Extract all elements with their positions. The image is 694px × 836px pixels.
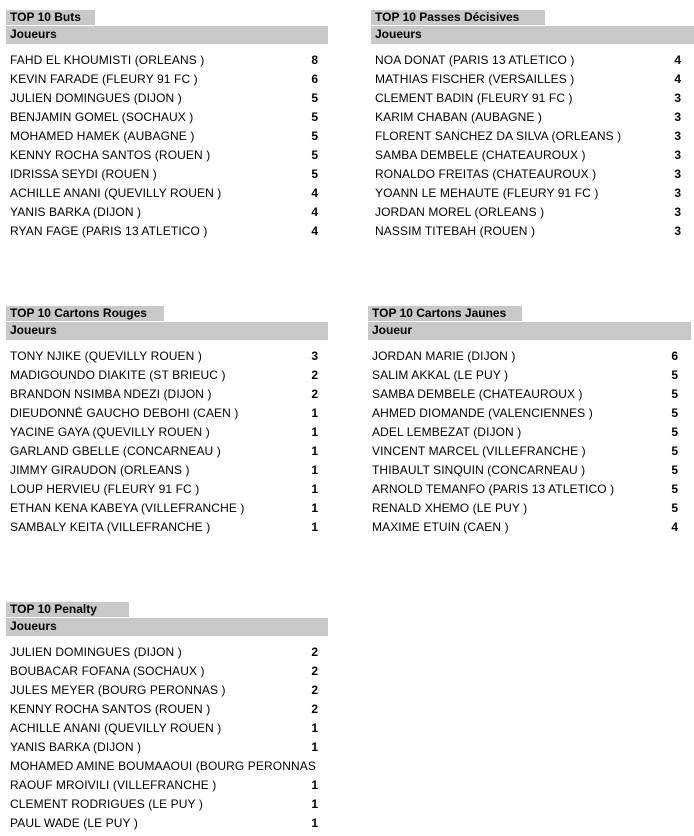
column-header-players: Joueurs [6,322,328,340]
stat-value: 1 [311,721,318,735]
player-name: YANIS BARKA (DIJON ) [10,205,142,219]
table-row [6,461,328,480]
table-top-buts [6,8,328,241]
stat-value: 1 [311,406,318,420]
stat-value: 2 [311,387,318,401]
table-row [6,385,328,404]
stat-value: 1 [311,482,318,496]
player-name: ETHAN KENA KABEYA (VILLEFRANCHE ) [10,501,245,515]
table-row [371,89,694,108]
player-name: DIEUDONNÉ GAUCHO DEBOHI (CAEN ) [10,406,239,420]
table-row [6,108,328,127]
stat-value: 5 [311,110,318,124]
player-name: ACHILLE ANANI (QUEVILLY ROUEN ) [10,721,222,735]
player-name: SALIM AKKAL (LE PUY ) [372,368,509,382]
stat-value: 3 [674,205,681,219]
column-header-players: Joueur [368,322,691,340]
table-row [6,795,328,814]
table-row [6,404,328,423]
player-name: JULES MEYER (BOURG PERONNAS ) [10,683,226,697]
player-name: KEVIN FARADE (FLEURY 91 FC ) [10,72,198,86]
player-name: CLEMENT RODRIGUES (LE PUY ) [10,797,203,811]
player-name: YOANN LE MEHAUTE (FLEURY 91 FC ) [375,186,599,200]
player-name: JULIEN DOMINGUES (DIJON ) [10,645,182,659]
table-top-cartons-rouges [6,304,328,537]
table-row [6,366,328,385]
table-rows [6,347,328,537]
table-row [368,366,691,385]
table-row [6,499,328,518]
table-row [6,700,328,719]
table-row [6,681,328,700]
player-name: JIMMY GIRAUDON (ORLEANS ) [10,463,190,477]
table-row [6,127,328,146]
table-row [371,222,694,241]
stat-value: 6 [311,72,318,86]
table-row [6,643,328,662]
player-name: MADIGOUNDO DIAKITE (ST BRIEUC ) [10,368,226,382]
stat-value: 5 [671,425,678,439]
table-row [6,662,328,681]
player-name: CLEMENT BADIN (FLEURY 91 FC ) [375,91,573,105]
player-name: MATHIAS FISCHER (VERSAILLES ) [375,72,575,86]
table-top-passes [371,8,694,241]
table-row [371,70,694,89]
table-rows [368,347,691,537]
table-row [6,757,328,776]
stat-value: 1 [311,425,318,439]
player-name: SAMBA DEMBELE (CHATEAUROUX ) [372,387,583,401]
table-row [368,480,691,499]
stat-value: 2 [311,664,318,678]
player-name: NASSIM TITEBAH (ROUEN ) [375,224,536,238]
table-row [368,461,691,480]
stat-value: 5 [671,444,678,458]
player-name: BRANDON NSIMBA NDEZI (DIJON ) [10,387,212,401]
player-name: JULIEN DOMINGUES (DIJON ) [10,91,182,105]
table-row [6,738,328,757]
player-name: RAOUF MROIVILI (VILLEFRANCHE ) [10,778,217,792]
table-top-penalty [6,600,328,833]
stat-value: 5 [671,368,678,382]
table-title: TOP 10 Cartons Jaunes [368,306,522,321]
player-name: YANIS BARKA (DIJON ) [10,740,142,754]
table-row [6,423,328,442]
table-row [368,518,691,537]
table-rows [6,51,328,241]
player-name: RONALDO FREITAS (CHATEAUROUX ) [375,167,597,181]
stat-value: 4 [311,205,318,219]
stat-value: 3 [674,167,681,181]
stat-value: 3 [674,224,681,238]
table-title: TOP 10 Penalty [6,602,129,617]
stat-value: 4 [311,186,318,200]
player-name: GARLAND GBELLE (CONCARNEAU ) [10,444,221,458]
table-row [371,127,694,146]
table-row [6,814,328,833]
stat-value: 4 [311,224,318,238]
player-name: BOUBACAR FOFANA (SOCHAUX ) [10,664,205,678]
player-name: RENALD XHEMO (LE PUY ) [372,501,528,515]
player-name: RYAN FAGE (PARIS 13 ATLETICO ) [10,224,208,238]
table-row [368,347,691,366]
stat-value: 8 [311,53,318,67]
player-name: JORDAN MOREL (ORLEANS ) [375,205,545,219]
player-name: MOHAMED HAMEK (AUBAGNE ) [10,129,195,143]
stat-value: 6 [671,349,678,363]
table-row [368,385,691,404]
player-name: JORDAN MARIE (DIJON ) [372,349,516,363]
stat-value: 5 [311,148,318,162]
table-row [371,51,694,70]
stat-value: 5 [311,91,318,105]
column-header-players: Joueurs [6,26,328,44]
stat-value: 3 [674,129,681,143]
stat-value: 3 [674,186,681,200]
table-top-cartons-jaunes [368,304,691,537]
table-row [371,108,694,127]
player-name: FAHD EL KHOUMISTI (ORLEANS ) [10,53,205,67]
stat-value: 1 [311,778,318,792]
table-row [6,719,328,738]
stat-value: 5 [671,482,678,496]
stat-value: 1 [311,797,318,811]
player-name: MOHAMED AMINE BOUMAAOUI (BOURG PERONNAS [10,759,316,773]
table-row [371,146,694,165]
stat-value: 5 [671,406,678,420]
player-name: PAUL WADE (LE PUY ) [10,816,138,830]
player-name: LOUP HERVIEU (FLEURY 91 FC ) [10,482,200,496]
table-row [368,404,691,423]
player-name: ARNOLD TEMANFO (PARIS 13 ATLETICO ) [372,482,615,496]
table-row [6,89,328,108]
stat-value: 5 [311,167,318,181]
player-name: YACINE GAYA (QUEVILLY ROUEN ) [10,425,210,439]
table-rows [371,51,694,241]
table-row [6,347,328,366]
stat-value: 1 [311,816,318,830]
table-row [371,165,694,184]
table-title: TOP 10 Buts [6,10,95,25]
player-name: MAXIME ETUIN (CAEN ) [372,520,509,534]
table-row [6,442,328,461]
table-row [6,776,328,795]
player-name: THIBAULT SINQUIN (CONCARNEAU ) [372,463,586,477]
table-row [6,146,328,165]
table-row [6,70,328,89]
stat-value: 4 [674,72,681,86]
stat-value: 4 [674,53,681,67]
stat-value: 2 [311,683,318,697]
table-rows [6,643,328,833]
player-name: ACHILLE ANANI (QUEVILLY ROUEN ) [10,186,222,200]
table-row [6,165,328,184]
table-row [368,442,691,461]
table-row [368,423,691,442]
stat-value: 1 [311,520,318,534]
table-row [368,499,691,518]
player-name: TONY NJIKE (QUEVILLY ROUEN ) [10,349,202,363]
player-name: ADEL LEMBEZAT (DIJON ) [372,425,522,439]
player-name: BENJAMIN GOMEL (SOCHAUX ) [10,110,194,124]
table-row [371,184,694,203]
player-name: AHMED DIOMANDE (VALENCIENNES ) [372,406,593,420]
stat-value: 1 [311,501,318,515]
table-row [6,222,328,241]
stat-value: 1 [311,463,318,477]
stat-value: 2 [311,368,318,382]
stat-value: 5 [311,129,318,143]
player-name: KENNY ROCHA SANTOS (ROUEN ) [10,148,211,162]
stat-value: 2 [311,645,318,659]
stat-value: 1 [311,740,318,754]
stat-value: 3 [311,349,318,363]
player-name: KARIM CHABAN (AUBAGNE ) [375,110,542,124]
table-row [6,203,328,222]
table-title: TOP 10 Cartons Rouges [6,306,164,321]
player-name: SAMBALY KEITA (VILLEFRANCHE ) [10,520,211,534]
column-header-players: Joueurs [371,26,694,44]
table-title: TOP 10 Passes Décisives [371,10,545,25]
stat-value: 3 [674,110,681,124]
table-row [371,203,694,222]
player-name: VINCENT MARCEL (VILLEFRANCHE ) [372,444,586,458]
stat-value: 5 [671,501,678,515]
stat-value: 5 [671,387,678,401]
player-name: SAMBA DEMBELE (CHATEAUROUX ) [375,148,586,162]
column-header-players: Joueurs [6,618,328,636]
table-row [6,184,328,203]
table-row [6,518,328,537]
stat-value: 5 [671,463,678,477]
stat-value: 2 [311,702,318,716]
player-name: NOA DONAT (PARIS 13 ATLETICO ) [375,53,575,67]
player-name: KENNY ROCHA SANTOS (ROUEN ) [10,702,211,716]
table-row [6,480,328,499]
stat-value: 4 [671,520,678,534]
stat-value: 3 [674,91,681,105]
table-row [6,51,328,70]
stat-value: 1 [311,444,318,458]
stat-value: 3 [674,148,681,162]
player-name: FLORENT SANCHEZ DA SILVA (ORLEANS ) [375,129,622,143]
player-name: IDRISSA SEYDI (ROUEN ) [10,167,157,181]
